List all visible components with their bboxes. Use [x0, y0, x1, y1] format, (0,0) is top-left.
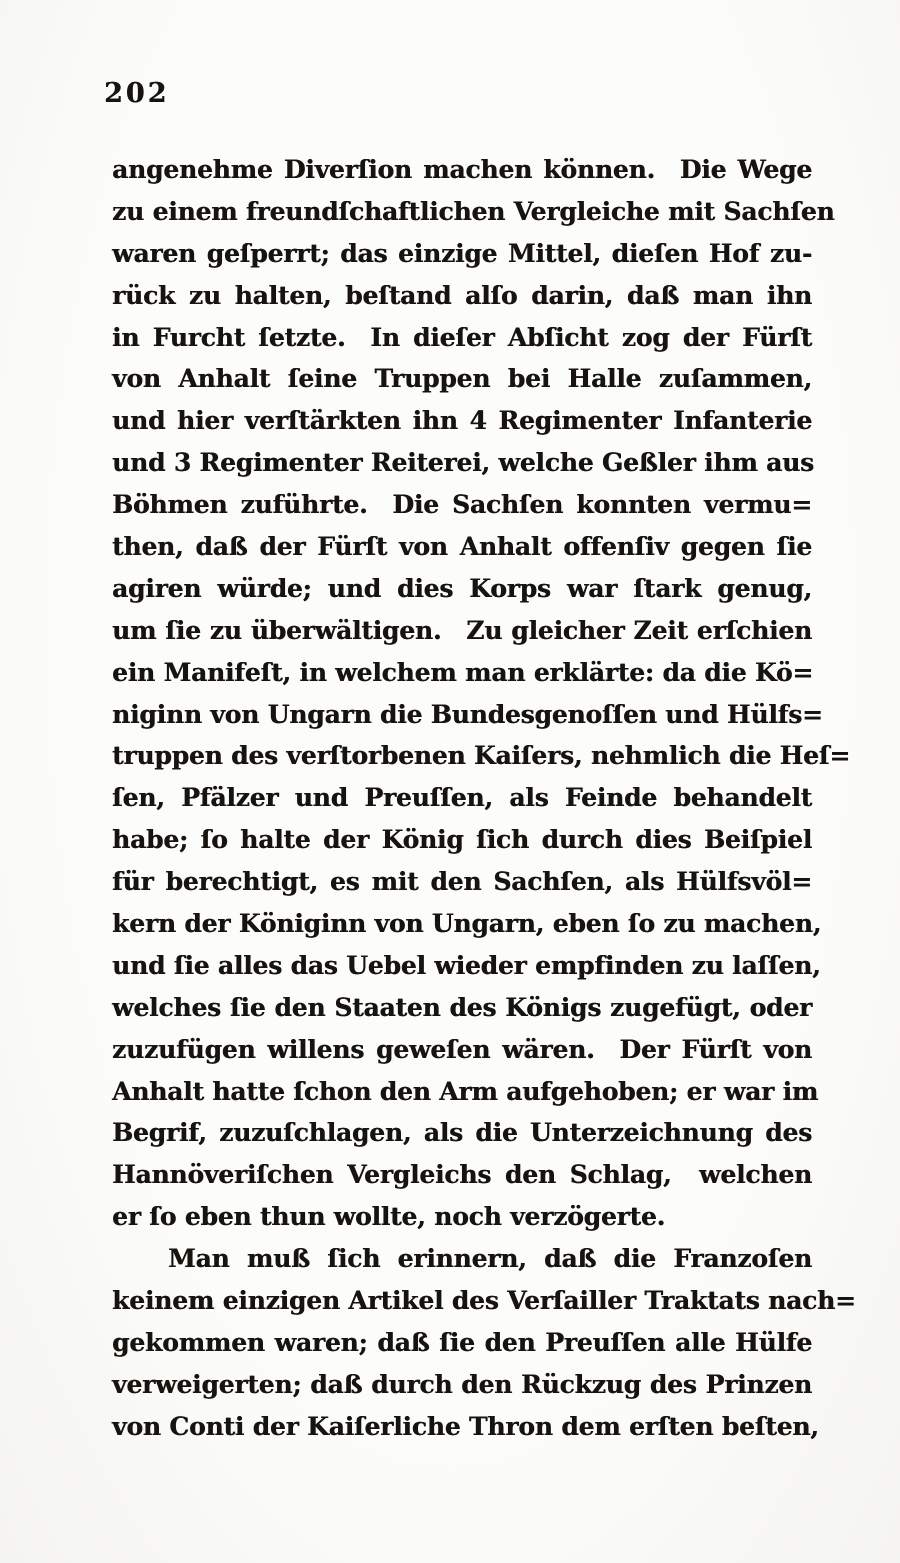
text-line: truppen des verſtorbenen Kaiſers, nehmlich die Heſ=: [112, 741, 851, 771]
text-line: Anhalt hatte ſchon den Arm aufgehoben; er war im: [112, 1076, 819, 1106]
text-line: welches ſie den Staaten des Königs zugefügt, oder: [112, 992, 812, 1022]
text-line: von Anhalt ſeine Truppen bei Halle zuſammen,: [112, 364, 812, 394]
text-line: agiren würde; und dies Korps war ſtark genug,: [112, 573, 812, 603]
text-line: in Furcht ſetzte. In dieſer Abſicht zog der Fürſt: [112, 322, 812, 352]
text-line: gekommen waren; daß ſie den Preuſſen alle Hülfe: [112, 1327, 812, 1357]
text-line: und hier verſtärkten ihn 4 Regimenter Infanterie: [112, 406, 812, 436]
text-line: von Conti der Kaiſerliche Thron dem erſten beſten,: [112, 1411, 819, 1441]
text-line: Begrif, zuzuſchlagen, als die Unterzeichnung des: [112, 1118, 812, 1148]
text-line: ein Manifeſt, in welchem man erklärte: da die Kö=: [112, 657, 814, 687]
text-line: Man muß ſich erinnern, daß die Franzoſen: [168, 1244, 812, 1274]
text-line: then, daß der Fürſt von Anhalt offenſiv gegen ſie: [112, 532, 812, 562]
body-text: [112, 149, 856, 1448]
text-line: angenehme Diverſion machen können. Die Wege: [112, 155, 812, 184]
text-line: Hannöveriſchen Vergleichs den Schlag, welchen: [112, 1160, 812, 1190]
text-line: waren geſperrt; das einzige Mittel, dieſen Hof zu-: [112, 238, 812, 268]
text-line: kern der Königinn von Ungarn, eben ſo zu machen,: [112, 909, 822, 939]
text-line: zu einem freundſchaftlichen Vergleiche mit Sachſen: [112, 196, 835, 226]
page-number: 202: [104, 78, 170, 109]
text-line: zuzufügen willens geweſen wären. Der Fürſt von: [112, 1034, 812, 1064]
text-line: rück zu halten, beſtand alſo darin, daß man ihn: [112, 280, 812, 310]
text-line: Böhmen zuführte. Die Sachſen konnten vermu=: [112, 490, 812, 520]
paragraph: [112, 1238, 856, 1447]
text-line: habe; ſo halte der König ſich durch dies Beiſpiel: [112, 825, 812, 855]
text-line: keinem einzigen Artikel des Verſailler Traktats nach=: [112, 1286, 856, 1316]
text-line: und 3 Regimenter Reiterei, welche Geßler ihm aus: [112, 448, 814, 478]
text-line: um ſie zu überwältigen. Zu gleicher Zeit erſchien: [112, 615, 812, 645]
paragraph: [112, 149, 851, 1238]
text-line: niginn von Ungarn die Bundesgenoſſen und Hülfs=: [112, 699, 823, 729]
text-line: ſen, Pfälzer und Preuſſen, als Feinde behandelt: [112, 783, 812, 813]
text-line: verweigerten; daß durch den Rückzug des Prinzen: [112, 1369, 812, 1399]
text-line: für berechtigt, es mit den Sachſen, als Hülfsvöl=: [112, 867, 812, 897]
text-line: und ſie alles das Uebel wieder empfinden zu laſſen,: [112, 950, 821, 980]
text-line: er ſo eben thun wollte, noch verzögerte.: [112, 1202, 666, 1232]
